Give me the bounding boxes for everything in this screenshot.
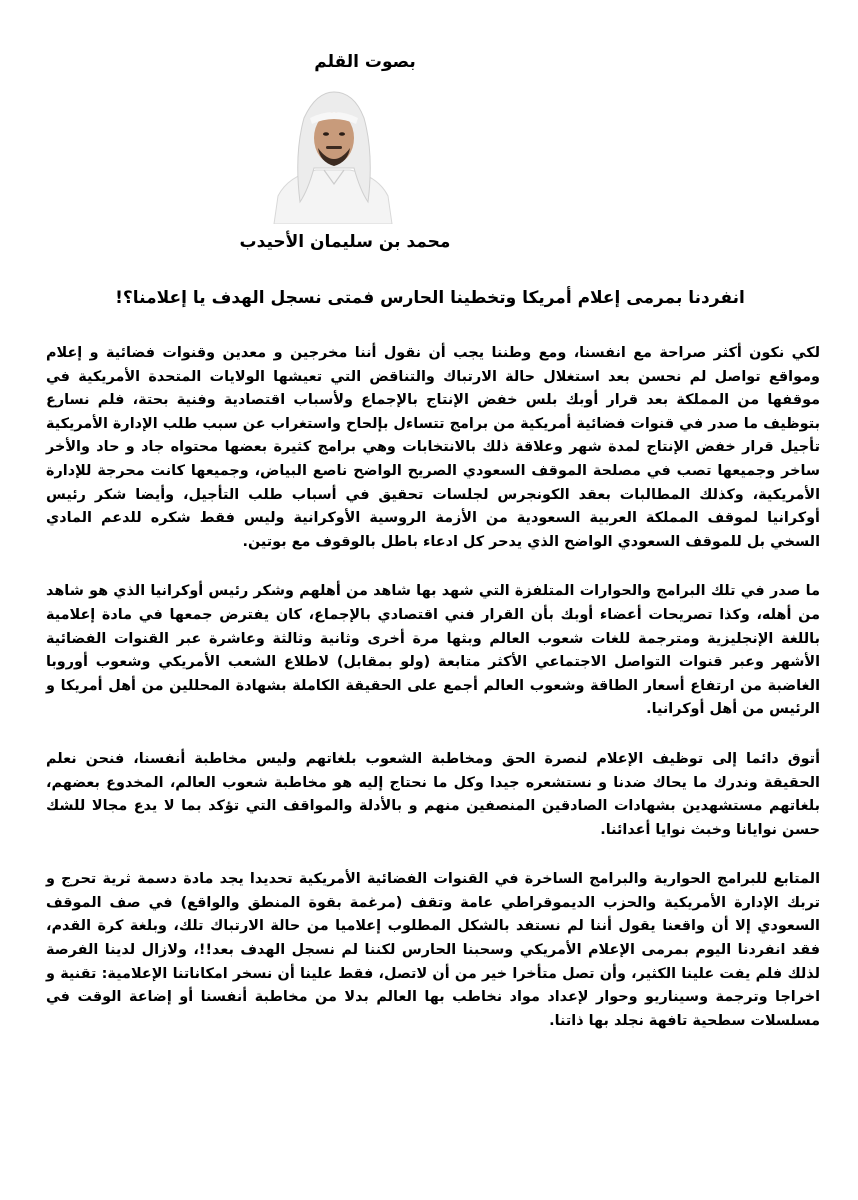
column-title: بصوت القلم xyxy=(314,52,416,72)
article-paragraph: المتابع للبرامج الحوارية والبرامج الساخرة في القنوات الفضائية الأمريكية تحديدا يجد مادة دسمة ثرية تحرج و تربك الإدارة الأمريكية والحزب الديموقراطي عامة وتقف (مرغمة بقوة المنطق والواقع) في صف الموقف السعودي إلا أن واقعنا يقول أننا لم نستفد بالشكل المطلوب إعلاميا من حالة الارتباك تلك، وبلغة كرة القدم، فقد انفردنا اليوم بمرمى الإعلام الأمريكي وسحبنا الحارس لكننا لم نسجل الهدف بعد!!، ولازال لدينا الفرصة لذلك فلم يفت علينا الكثير، وأن تصل متأخرا خير من أن لاتصل، فقط علينا أن نسخر امكاناتنا الإعلامية: تقنية و اخراجا وترجمة وسيناريو وحوار لإعداد مواد نخاطب بها العالم بدلا من مخاطبة أنفسنا أو إضاعة الوقت في مسلسلات سطحية تافهة نجلد بها ذاتنا. xyxy=(46,871,820,1029)
author-name: محمد بن سليمان الأحيدب xyxy=(239,232,451,252)
article-paragraph: لكي نكون أكثر صراحة مع انفسنا، ومع وطننا يجب أن نقول أننا مخرجين و معدين وقنوات فضائية و إعلام ومواقع تواصل لم نحسن بعد استغلال حالة الارتباك والتناقض التي تعيشها الولايات المتحدة الأمريكية في موقفها من المملكة بعد قرار أوبك بلس خفض الإنتاج بالإجماع ولأسباب اقتصادية وفنية بحتة، فلم نسارع بتوظيف ما صدر في قنوات فضائية أمريكية من برامج تتساءل بإلحاح واستغراب عن سبب طلب الإدارة الأمريكية تأجيل قرار خفض الإنتاج لمدة شهر وعلاقة ذلك بالانتخابات وهي برامج كثيرة بعضها محتواه جاد و حاد والأخر ساخر وجميعها تصب في مصلحة الموقف السعودي الصريح الواضح ناصع البياض، وجميعها كانت محرجة للإدارة الأمريكية، وكذلك المطالبات بعقد الكونجرس لجلسات تحقيق في أسباب طلب التأجيل، وأيضا شكر رئيس أوكرانيا لموقف المملكة العربية السعودية من الأزمة الروسية الأوكرانية وليس فقط شكره للدعم المادي السخي بل للموقف السعودي الواضح الذي يدحر كل ادعاء باطل بالوقوف مع بوتين. xyxy=(46,345,820,550)
article-paragraph: ما صدر في تلك البرامج والحوارات المتلفزة التي شهد بها شاهد من أهلهم وشكر رئيس أوكرانيا الذي هو شاهد من أهله، وكذا تصريحات أعضاء أوبك بأن القرار فني اقتصادي بالإجماع، كان يفترض جمعها في مادة إعلامية باللغة الإنجليزية ومترجمة للغات شعوب العالم وبثها مرة أخرى وثانية وثالثة وعاشرة عبر القنوات الفضائية الأشهر وعبر قنوات التواصل الاجتماعي الأكثر متابعة (ولو بمقابل) لاطلاع الشعب الأمريكي وشعوب أوروبا الغاضبة من ارتفاع أسعار الطاقة وشعوب العالم أجمع على الحقيقة الكاملة بشهادة المحللين من أهل أمريكا و الرئيس من أهل أوكرانيا. xyxy=(46,583,820,718)
article-headline: انفردنا بمرمى إعلام أمريكا وتخطينا الحارس فمتى نسجل الهدف يا إعلامنا؟! xyxy=(115,288,745,308)
article-paragraph: أتوق دائما إلى توظيف الإعلام لنصرة الحق ومخاطبة الشعوب بلغاتهم وليس مخاطبة أنفسنا، فنحن نعلم الحقيقة وندرك ما يحاك ضدنا و نستشعره جيدا وكل ما نحتاج إليه هو مخاطبة شعوب العالم، المخدوع بعضهم، بلغاتهم مستشهدين بشهادات الصادقين المنصفين منهم و بالأدلة والمواقف التي تؤكد بما لا يدع مجالا للشك حسن نوايانا وخبث نوايا أعدائنا. xyxy=(46,750,820,838)
author-portrait xyxy=(268,84,398,224)
article-body xyxy=(46,342,820,1059)
